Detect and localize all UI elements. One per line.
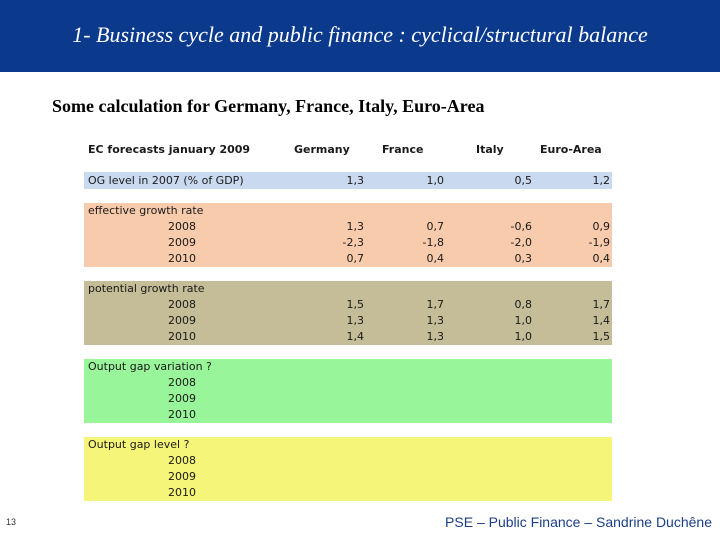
slide-subtitle: Some calculation for Germany, France, Italy, Euro-Area bbox=[52, 96, 485, 116]
table-row bbox=[84, 391, 612, 407]
table-cell: 1,2 bbox=[592, 174, 610, 187]
table-cell: 0,5 bbox=[514, 174, 532, 187]
table-row bbox=[84, 203, 612, 219]
year-label: 2008 bbox=[168, 298, 196, 311]
table-row bbox=[84, 219, 612, 235]
year-label: 2009 bbox=[168, 314, 196, 327]
table-row bbox=[84, 313, 612, 329]
table-cell: 0,3 bbox=[514, 252, 532, 265]
table-cell: 1,3 bbox=[346, 174, 364, 187]
output-gap-level-label: Output gap level ? bbox=[88, 438, 190, 451]
output-gap-level-block bbox=[84, 437, 612, 501]
og-level-block bbox=[84, 172, 612, 189]
table-cell: 1,5 bbox=[592, 330, 610, 343]
table-cell: 0,8 bbox=[514, 298, 532, 311]
table-cell: 1,3 bbox=[426, 330, 444, 343]
og-level-label: OG level in 2007 (% of GDP) bbox=[88, 174, 244, 187]
table-cell: 1,3 bbox=[346, 314, 364, 327]
table-row bbox=[84, 375, 612, 391]
col-italy: Italy bbox=[476, 143, 504, 156]
slide-header bbox=[0, 0, 720, 72]
table-cell: 1,0 bbox=[514, 314, 532, 327]
table-cell: 1,3 bbox=[346, 220, 364, 233]
table-row bbox=[84, 173, 612, 189]
table-cell: -1,8 bbox=[422, 236, 444, 249]
table-row bbox=[84, 437, 612, 453]
table-cell: 0,7 bbox=[346, 252, 364, 265]
col-germany: Germany bbox=[294, 143, 350, 156]
potential-growth-block bbox=[84, 281, 612, 345]
table-cell: 1,3 bbox=[426, 314, 444, 327]
effective-growth-label: effective growth rate bbox=[88, 204, 204, 217]
col-france: France bbox=[382, 143, 424, 156]
year-label: 2009 bbox=[168, 392, 196, 405]
table-cell: -2,0 bbox=[510, 236, 532, 249]
table-cell: 1,0 bbox=[426, 174, 444, 187]
output-gap-variation-block bbox=[84, 359, 612, 423]
table-cell: 0,7 bbox=[426, 220, 444, 233]
table-row bbox=[84, 359, 612, 375]
effective-growth-block bbox=[84, 203, 612, 267]
page-number: 13 bbox=[6, 517, 17, 527]
table-cell: 1,0 bbox=[514, 330, 532, 343]
table-row bbox=[84, 235, 612, 251]
year-label: 2010 bbox=[168, 408, 196, 421]
table-row bbox=[84, 453, 612, 469]
table-row bbox=[84, 251, 612, 267]
table-cell: 0,4 bbox=[592, 252, 610, 265]
table-cell: -1,9 bbox=[588, 236, 610, 249]
table-row bbox=[84, 407, 612, 423]
year-label: 2008 bbox=[168, 376, 196, 389]
output-gap-variation-label: Output gap variation ? bbox=[88, 360, 212, 373]
col-euro-area: Euro-Area bbox=[540, 143, 602, 156]
table-title: EC forecasts january 2009 bbox=[88, 143, 251, 156]
year-label: 2009 bbox=[168, 470, 196, 483]
footer-text: PSE – Public Finance – Sandrine Duchêne bbox=[445, 514, 712, 530]
table-row bbox=[84, 297, 612, 313]
year-label: 2008 bbox=[168, 454, 196, 467]
year-label: 2010 bbox=[168, 330, 196, 343]
table-cell: 0,4 bbox=[426, 252, 444, 265]
table-row bbox=[84, 469, 612, 485]
year-label: 2009 bbox=[168, 236, 196, 249]
table-row bbox=[84, 485, 612, 501]
year-label: 2010 bbox=[168, 252, 196, 265]
table-cell: -0,6 bbox=[510, 220, 532, 233]
table-cell: 1,5 bbox=[346, 298, 364, 311]
table-cell: 1,4 bbox=[346, 330, 364, 343]
table-cell: 1,7 bbox=[592, 298, 610, 311]
table-cell: -2,3 bbox=[342, 236, 364, 249]
table-cell: 1,7 bbox=[426, 298, 444, 311]
table-cell: 1,4 bbox=[592, 314, 610, 327]
year-label: 2008 bbox=[168, 220, 196, 233]
potential-growth-label: potential growth rate bbox=[88, 282, 205, 295]
year-label: 2010 bbox=[168, 486, 196, 499]
slide-title: 1- Business cycle and public finance : cyclical/structural balance bbox=[72, 22, 648, 47]
table-cell: 0,9 bbox=[592, 220, 610, 233]
table-row bbox=[84, 281, 612, 297]
table-row bbox=[84, 329, 612, 345]
